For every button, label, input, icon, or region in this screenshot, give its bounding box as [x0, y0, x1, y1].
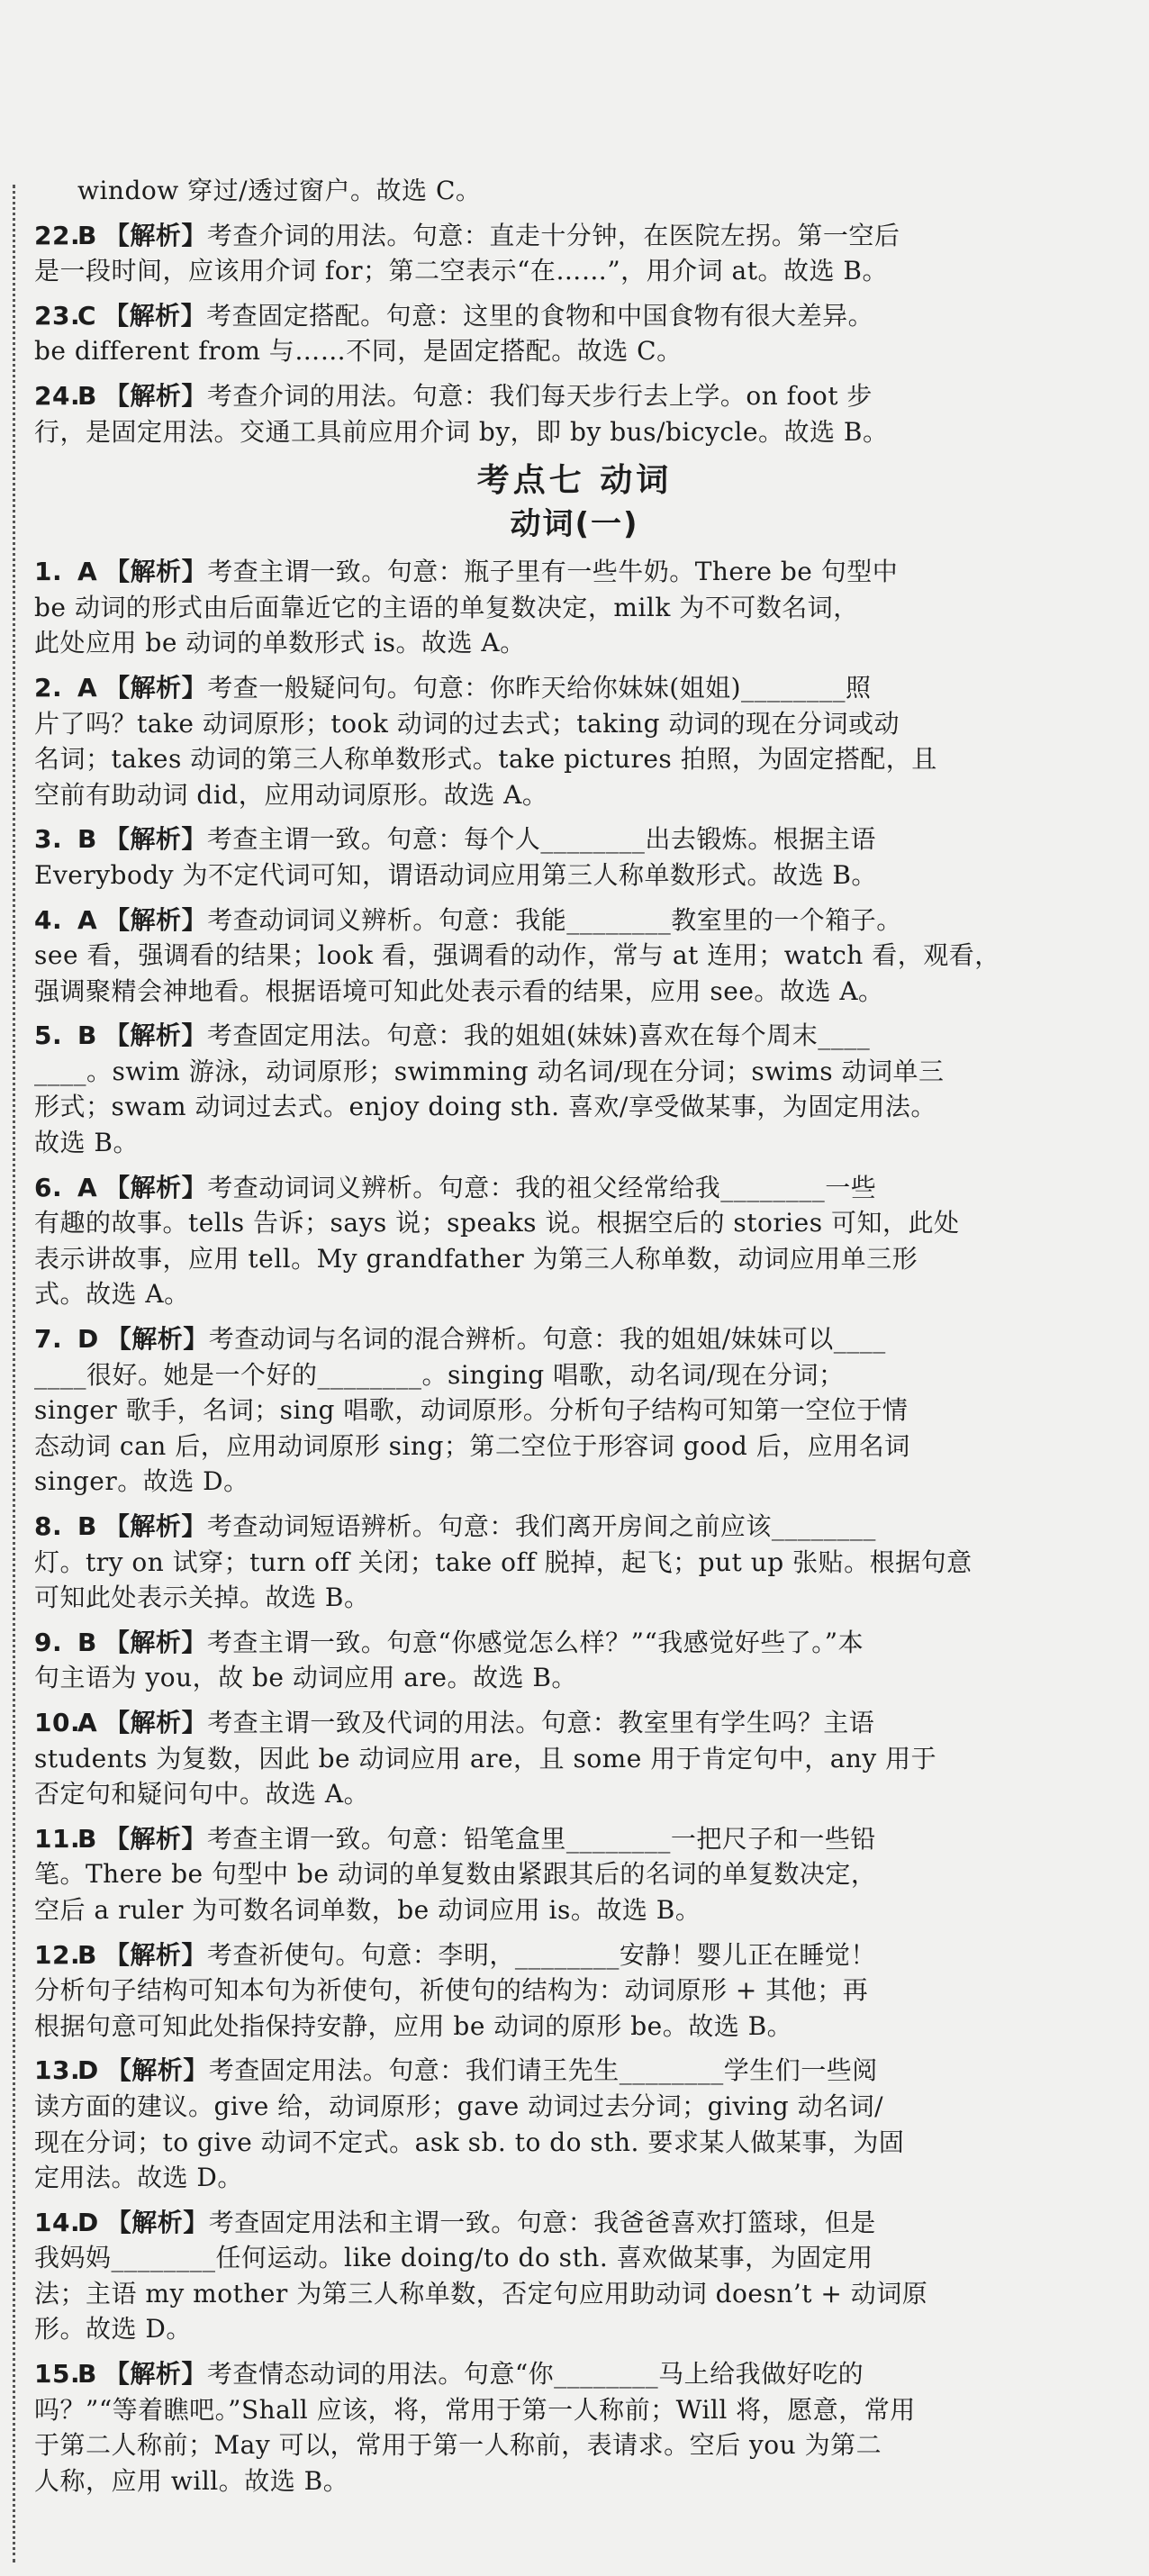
answer-item [34, 821, 1115, 893]
item-answer-letter: D [77, 1324, 99, 1355]
item-number: 7. [34, 1324, 63, 1355]
item-text: 考查动词与名词的混合辨析。句意：我的姐姐/妹妹可以____ [208, 1324, 886, 1355]
analysis-tag: 【解析】 [104, 1707, 208, 1737]
answer-item-first-line [34, 554, 1115, 590]
item-answer-letter: B [77, 824, 97, 855]
analysis-tag: 【解析】 [105, 2055, 209, 2086]
answer-item-line: 笔。There be 句型中 be 动词的单复数由紧跟其后的名词的单复数决定， [34, 1859, 877, 1890]
answer-item-line: 有趣的故事。tells 告诉；says 说；speaks 说。根据空后的 stories 可知，此处 [34, 1208, 960, 1238]
answer-item-first-line [34, 2053, 1115, 2089]
answer-item-line: Everybody 为不定代词可知，谓语动词应用第三人称单数形式。故选 B。 [34, 859, 877, 890]
item-text: 考查动词词义辨析。句意：我的祖父经常给我________一些 [207, 1172, 877, 1202]
item-number: 22. [34, 220, 81, 250]
item-number: 13. [34, 2055, 81, 2086]
answer-item [34, 554, 1115, 661]
item-text: 考查主谓一致。句意：瓶子里有一些牛奶。There be 句型中 [207, 557, 899, 587]
items-section [34, 554, 1115, 2499]
item-text: 考查主谓一致。句意“你感觉怎么样？”“我感觉好些了。”本 [206, 1627, 864, 1657]
answer-item-line: ____很好。她是一个好的________。singing 唱歌，动名词/现在分词； [34, 1359, 845, 1390]
answer-item-line: 形。故选 D。 [34, 2314, 192, 2345]
answer-item-first-line [34, 1321, 1115, 1357]
answer-item [34, 298, 1115, 369]
answer-item-line: singer 歌手，名词；sing 唱歌，动词原形。分析句子结构可知第一空位于情 [34, 1395, 909, 1426]
answer-item-line: 可知此处表示关掉。故选 B。 [34, 1583, 370, 1613]
answer-item-line: 人称，应用 will。故选 B。 [34, 2465, 349, 2496]
item-number: 14. [34, 2207, 81, 2237]
answer-item-first-line [34, 821, 1115, 857]
item-text: 考查主谓一致及代词的用法。句意：教室里有学生吗？主语 [207, 1707, 875, 1737]
answer-item-line: 否定句和疑问句中。故选 A。 [34, 1779, 370, 1810]
analysis-tag: 【解析】 [104, 300, 207, 331]
answer-item-first-line [34, 1509, 1115, 1545]
item-number: 15. [34, 2359, 81, 2390]
answer-item [34, 218, 1115, 289]
answer-item-line: 吗？”“等着瞧吧。”Shall 应该，将，常用于第一人称前；Will 将，愿意，常用 [34, 2394, 916, 2425]
item-text: 考查介词的用法。句意：我们每天步行去上学。on foot 步 [206, 380, 873, 411]
item-number: 10. [34, 1707, 81, 1737]
answer-item [34, 1625, 1115, 1696]
item-answer-letter: A [77, 672, 98, 703]
item-number: 6. [34, 1172, 63, 1202]
item-answer-letter: D [77, 2207, 99, 2237]
answer-item [34, 1018, 1115, 1160]
analysis-tag: 【解析】 [104, 1511, 207, 1541]
analysis-tag: 【解析】 [104, 220, 207, 250]
answer-item-line: 表示讲故事，应用 tell。My grandfather 为第三人称单数，动词应用单三形 [34, 1243, 918, 1274]
answer-item-line: 故选 B。 [34, 1128, 139, 1158]
analysis-tag: 【解析】 [104, 2359, 207, 2390]
item-answer-letter: A [77, 1707, 98, 1737]
answer-item-line: be 动词的形式由后面靠近它的主语的单复数决定，milk 为不可数名词， [34, 592, 859, 622]
item-number: 2. [34, 672, 63, 703]
analysis-tag: 【解析】 [104, 672, 208, 703]
item-text: 考查主谓一致。句意：铅笔盒里________一把尺子和一些铅 [206, 1823, 876, 1854]
answer-item-first-line [34, 670, 1115, 706]
item-answer-letter: B [77, 2359, 97, 2390]
item-text: 考查动词词义辨析。句意：我能________教室里的一个箱子。 [207, 904, 902, 935]
answer-item-line: 态动词 can 后，应用动词原形 sing；第二空位于形容词 good 后，应用名词 [34, 1430, 910, 1461]
analysis-tag: 【解析】 [105, 1324, 209, 1355]
analysis-tag: 【解析】 [104, 1939, 207, 1970]
item-text: 考查介词的用法。句意：直走十分钟，在医院左拐。第一空后 [206, 220, 900, 250]
answer-item-line: 片了吗？take 动词原形；took 动词的过去式；taking 动词的现在分词或动 [34, 708, 900, 739]
analysis-tag: 【解析】 [104, 380, 207, 411]
item-text: 考查固定用法和主谓一致。句意：我爸爸喜欢打篮球，但是 [208, 2207, 876, 2237]
answer-item-line: ____。swim 游泳，动词原形；swimming 动名词/现在分词；swims 动词单三 [34, 1056, 945, 1086]
item-number: 11. [34, 1823, 81, 1854]
answer-item-first-line [34, 1937, 1115, 1973]
answer-item-line: 现在分词；to give 动词不定式。ask sb. to do sth. 要求某人做某事，为固 [34, 2127, 905, 2157]
answer-item [34, 1937, 1115, 2045]
answer-item [34, 903, 1115, 1010]
answer-item-line: 读方面的建议。give 给，动词原形；gave 动词过去分词；giving 动名词/ [34, 2091, 884, 2121]
answer-item [34, 670, 1115, 812]
item-number: 1. [34, 557, 63, 587]
answer-item-first-line [34, 1018, 1115, 1054]
item-answer-letter: B [77, 1020, 97, 1051]
analysis-tag: 【解析】 [104, 1020, 207, 1051]
answer-item-line: 于第二人称前；May 可以，常用于第一人称前，表请求。空后 you 为第二 [34, 2430, 882, 2461]
analysis-tag: 【解析】 [104, 1823, 207, 1854]
item-number: 23. [34, 300, 81, 331]
answer-item-line: 形式；swam 动词过去式。enjoy doing sth. 喜欢/享受做某事，为固定用法。 [34, 1092, 936, 1122]
item-number: 8. [34, 1511, 63, 1541]
item-answer-letter: B [77, 380, 97, 411]
analysis-tag: 【解析】 [104, 557, 208, 587]
analysis-tag: 【解析】 [105, 2207, 209, 2237]
answer-item-line: 是一段时间，应该用介词 for；第二空表示“在……”，用介词 at。故选 B。 [34, 256, 888, 286]
item-number: 3. [34, 824, 63, 855]
answer-item-line: 强调聚精会神地看。根据语境可知此处表示看的结果，应用 see。故选 A。 [34, 975, 884, 1006]
item-text: 考查固定用法。句意：我们请王先生________学生们一些阅 [208, 2055, 878, 2086]
item-text: 考查固定用法。句意：我的姐姐(妹妹)喜欢在每个周末____ [206, 1020, 871, 1051]
answer-item-line: 定用法。故选 D。 [34, 2163, 243, 2193]
answer-item-line: 空后 a ruler 为可数名词单数，be 动词应用 is。故选 B。 [34, 1894, 701, 1925]
section-subtitle: 动词(一) [510, 506, 639, 543]
item-answer-letter: A [77, 1172, 98, 1202]
answer-item-line: 分析句子结构可知本句为祈使句，祈使句的结构为：动词原形 + 其他；再 [34, 1975, 869, 2006]
item-answer-letter: D [77, 2055, 99, 2086]
answer-item-first-line [34, 378, 1115, 414]
answer-item-line: see 看，强调看的结果；look 看，强调看的动作，常与 at 连用；watch 看，观看， [34, 940, 1000, 971]
answer-item [34, 2053, 1115, 2195]
item-number: 5. [34, 1020, 63, 1051]
answer-item-line: 式。故选 A。 [34, 1279, 190, 1310]
item-answer-letter: A [77, 557, 98, 587]
answer-item-line: 我妈妈________任何运动。like doing/to do sth. 喜欢做某事，为固定用 [34, 2243, 873, 2273]
answer-item-first-line [34, 2205, 1115, 2241]
item-answer-letter: B [77, 1939, 97, 1970]
item-number: 9. [34, 1627, 63, 1657]
item-text: 考查一般疑问句。句意：你昨天给你妹妹(姐姐)________照 [207, 672, 872, 703]
answer-item-line: 此处应用 be 动词的单数形式 is。故选 A。 [34, 628, 526, 658]
analysis-tag: 【解析】 [104, 904, 208, 935]
answer-item [34, 2356, 1115, 2499]
continuation-line: window 穿过/透过窗户。故选 C。 [77, 176, 482, 205]
answer-item-line: 行，是固定用法。交通工具前应用介词 by，即 by bus/bicycle。故选 B。 [34, 416, 889, 447]
item-answer-letter: B [77, 1627, 97, 1657]
item-answer-letter: B [77, 1823, 97, 1854]
answer-item-line: 空前有助动词 did，应用动词原形。故选 A。 [34, 779, 548, 810]
answer-item [34, 1321, 1115, 1500]
item-answer-letter: B [77, 220, 97, 250]
answer-item [34, 1170, 1115, 1312]
item-text: 考查动词短语辨析。句意：我们离开房间之前应该________ [206, 1511, 876, 1541]
answer-item-first-line [34, 218, 1115, 254]
answer-item-first-line [34, 1625, 1115, 1661]
item-number: 24. [34, 380, 81, 411]
answer-item-line: singer。故选 D。 [34, 1466, 249, 1497]
answer-item-line: 法；主语 my mother 为第三人称单数，否定句应用助动词 doesn’t + 动词原 [34, 2278, 928, 2308]
analysis-tag: 【解析】 [104, 1627, 207, 1657]
items-before-section [34, 218, 1115, 450]
answer-item-first-line [34, 1705, 1115, 1741]
answer-item [34, 1821, 1115, 1928]
margin-dotted-rule [13, 185, 15, 2562]
answer-item-line: be different from 与……不同，是固定搭配。故选 C。 [34, 336, 683, 367]
answer-content [34, 173, 1115, 2499]
item-answer-letter: A [77, 904, 98, 935]
answer-item-line: students 为复数，因此 be 动词应用 are，且 some 用于肯定句中，any 用于 [34, 1743, 937, 1773]
answer-item-line: 根据句意可知此处指保持安静，应用 be 动词的原形 be。故选 B。 [34, 2010, 793, 2041]
answer-item-first-line [34, 2356, 1115, 2392]
item-number: 4. [34, 904, 63, 935]
item-number: 12. [34, 1939, 81, 1970]
item-answer-letter: B [77, 1511, 97, 1541]
answer-item-line: 名词；takes 动词的第三人称单数形式。take pictures 拍照，为固定搭配，且 [34, 744, 937, 775]
item-text: 考查固定搭配。句意：这里的食物和中国食物有很大差异。 [206, 300, 874, 331]
item-text: 考查祈使句。句意：李明，________安静！婴儿正在睡觉！ [206, 1939, 876, 1970]
item-answer-letter: C [77, 300, 97, 331]
section-title: 考点七 动词 [476, 462, 673, 500]
item-text: 考查主谓一致。句意：每个人________出去锻炼。根据主语 [206, 824, 876, 855]
answer-item [34, 1509, 1115, 1616]
analysis-tag: 【解析】 [104, 1172, 208, 1202]
answer-item [34, 378, 1115, 449]
answer-item-first-line [34, 1170, 1115, 1206]
answer-item-first-line [34, 1821, 1115, 1857]
answer-item-line: 句主语为 you，故 be 动词应用 are。故选 B。 [34, 1663, 577, 1693]
answer-item-first-line [34, 298, 1115, 334]
answer-item-line: 灯。try on 试穿；turn off 关闭；take off 脱掉，起飞；put up 张贴。根据句意 [34, 1547, 973, 1577]
answer-item [34, 2205, 1115, 2347]
answer-item-first-line [34, 903, 1115, 939]
analysis-tag: 【解析】 [104, 824, 207, 855]
answer-item [34, 1705, 1115, 1812]
item-text: 考查情态动词的用法。句意“你________马上给我做好吃的 [206, 2359, 864, 2390]
